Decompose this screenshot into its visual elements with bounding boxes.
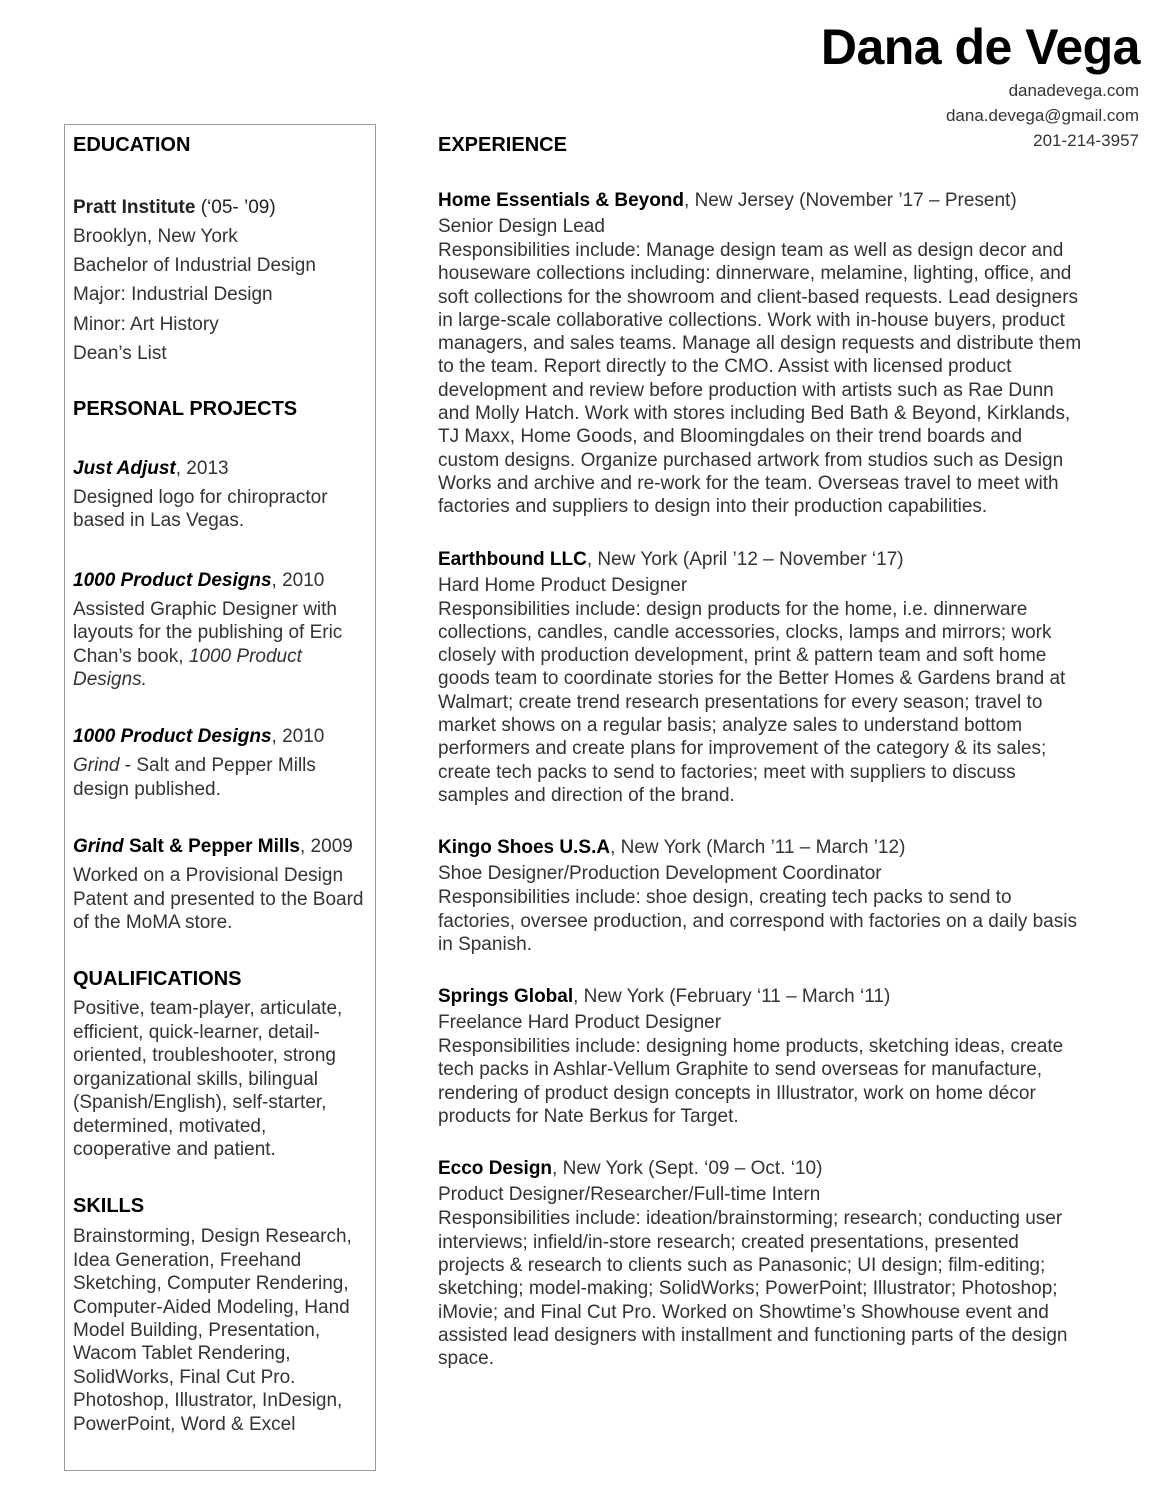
project-heading: 1000 Product Designs, 2010 — [73, 569, 325, 591]
job-entry — [438, 984, 1088, 1128]
job-role: Freelance Hard Product Designer — [438, 1012, 722, 1034]
job-heading: Ecco Design, New York (Sept. ‘09 – Oct. ‘10) — [438, 1158, 823, 1180]
job-role: Product Designer/Researcher/Full-time Intern — [438, 1184, 821, 1206]
job-description: Responsibilities include: Manage design team as well as design decor and houseware collections including: dinnerware, melamine, lighting, office, and soft collections for the showroom and client-based requests. Lead designers in large-scale collaborative collections. Work with in-house buyers, product managers, and sales teams. Manage all design requests and distribute them to the team. Report directly to the CMO. Assist with licensed product development and review before production with artists such as Rae Dunn and Molly Hatch. Work with stores including Bed Bath & Beyond, Kirklands, TJ Maxx, Home Goods, and Bloomingdales on their trend boards and custom designs. Organize purchased artwork from studios such as Design Works and archive and re-work for the team. Overseas travel to meet with factories and suppliers to design into their production capabilities. — [438, 240, 1082, 518]
skills-text: Brainstorming, Design Research, Idea Generation, Freehand Sketching, Computer Rendering, Computer-Aided Modeling, Hand Model Building, Presentation, Wacom Tablet Rendering, SolidWorks, Final Cut Pro. Photoshop, Illustrator, InDesign, PowerPoint, Word & Excel — [73, 1226, 352, 1435]
job-entry — [438, 547, 1088, 808]
job-heading: Home Essentials & Beyond, New Jersey (November ’17 – Present) — [438, 190, 1017, 211]
sidebar-content — [73, 132, 369, 1436]
project-description: Worked on a Provisional Design Patent and presented to the Board of the MoMA store. — [73, 865, 364, 934]
job-entry — [438, 835, 1088, 956]
project-heading: Grind Salt & Pepper Mills, 2009 — [73, 836, 353, 858]
education-line: Major: Industrial Design — [73, 284, 273, 306]
job-entry — [438, 188, 1088, 519]
project-item — [73, 725, 369, 801]
education-line: Brooklyn, New York — [73, 226, 238, 247]
job-description: Responsibilities include: shoe design, creating tech packs to send to factories, oversee production, and correspond with factories on a daily basis in Spanish. — [438, 887, 1077, 955]
project-description: Designed logo for chiropractor based in Las Vegas. — [73, 487, 328, 532]
project-heading: 1000 Product Designs, 2010 — [73, 726, 325, 748]
job-heading: Earthbound LLC, New York (April ’12 – November ‘17) — [438, 548, 904, 570]
job-heading: Springs Global, New York (February ‘11 – March ‘11) — [438, 986, 891, 1008]
job-description: Responsibilities include: design products for the home, i.e. dinnerware collections, candles, candle accessories, clocks, lamps and mirrors; work closely with production development, print & pattern team and soft home goods team to coordinate stories for the Better Homes & Gardens brand at Walmart; create trend research presentations for every season; travel to market shows on a regular basis; analyze sales to understand bottom performers and create plans for improvement of the category & its sales; create tech packs to send to factories; meet with suppliers to discuss samples and direction of the brand. — [438, 598, 1066, 806]
email-link[interactable]: dana.devega@gmail.com — [945, 106, 1139, 125]
resume-name: Dana de Vega — [820, 19, 1140, 75]
phone-number: 201-214-3957 — [1033, 131, 1139, 150]
project-heading: Just Adjust, 2013 — [73, 458, 229, 480]
project-description: Grind - Salt and Pepper Mills design published. — [73, 755, 316, 800]
qualifications-heading: QUALIFICATIONS — [73, 968, 242, 991]
education-line: Minor: Art History — [73, 313, 219, 335]
project-item — [73, 457, 369, 533]
job-description: Responsibilities include: designing home products, sketching ideas, create tech packs in Ashlar-Vellum Graphite to send overseas for manufacture, rendering of product design concepts in Illustrator, work on home décor products for Nate Berkus for Target. — [438, 1036, 1064, 1128]
school-years: (‘05- ’09) — [195, 197, 276, 218]
education-line: Bachelor of Industrial Design — [73, 255, 316, 277]
project-item — [73, 835, 369, 934]
job-role: Senior Design Lead — [438, 216, 605, 237]
job-heading: Kingo Shoes U.S.A, New York (March ’11 – March ’12) — [438, 837, 906, 859]
job-entry — [438, 1156, 1088, 1370]
website-link[interactable]: danadevega.com — [1008, 81, 1139, 100]
experience-heading: EXPERIENCE — [438, 134, 567, 156]
skills-heading: SKILLS — [73, 1195, 145, 1218]
project-item — [73, 569, 369, 692]
project-description: Assisted Graphic Designer with layouts for the publishing of Eric Chan’s book, 1000 Product Designs. — [73, 598, 343, 691]
education-heading: EDUCATION — [73, 134, 191, 156]
job-role: Hard Home Product Designer — [438, 574, 688, 596]
school-name: Pratt Institute — [73, 197, 196, 218]
qualifications-text: Positive, team-player, articulate, efficient, quick-learner, detail-oriented, troubleshooter, strong organizational skills, bilingual (Spanish/English), self-starter, determined, motivated, cooperative and patient. — [73, 998, 343, 1160]
job-role: Shoe Designer/Production Development Coordinator — [438, 863, 882, 885]
experience-section — [438, 132, 1088, 1370]
job-description: Responsibilities include: ideation/brainstorming; research; conducting user interviews; infield/in-store research; created presentations, presented projects & research to clients such as Panasonic; UI design; film-editing; sketching; model-making; SolidWorks; PowerPoint; Illustrator; Photoshop; iMovie; and Final Cut Pro. Worked on Showtime’s Showhouse event and assisted lead designers with installment and functioning parts of the design space. — [438, 1208, 1068, 1370]
education-line: Dean’s List — [73, 342, 167, 364]
projects-heading: PERSONAL PROJECTS — [73, 398, 298, 421]
education-school-line — [73, 193, 369, 222]
